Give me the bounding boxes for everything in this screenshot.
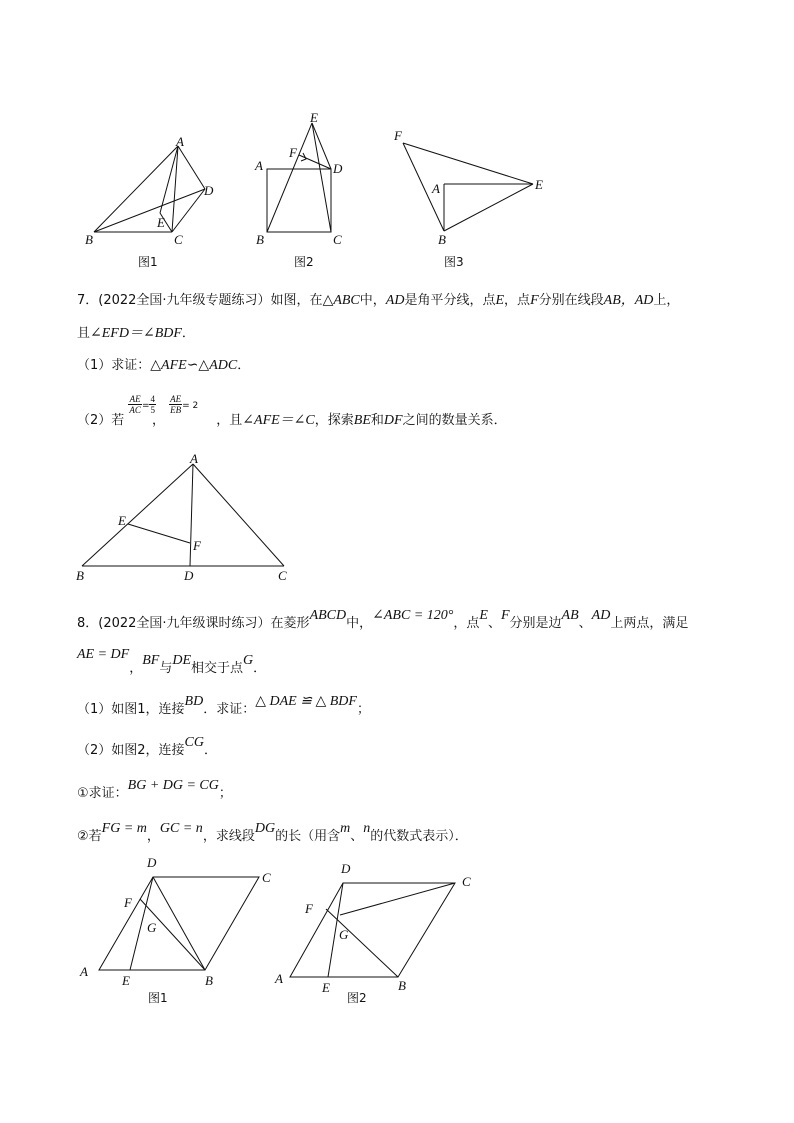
- q8-part1: （1）如图1，连接BD．求证：△ DAE ≌ △ BDF；: [77, 694, 370, 717]
- q7-fig-label-a: A: [190, 451, 198, 466]
- q8-fig2-label-g: G: [339, 927, 349, 942]
- fig2-label-a: A: [255, 158, 263, 173]
- q7-fig-label-b: B: [76, 568, 84, 583]
- fig3-caption: 图3: [444, 255, 464, 269]
- q7-fig-label-f: F: [193, 538, 201, 553]
- q8-fig2-label-b: B: [398, 978, 406, 993]
- q8-sub1: ①求证：BG + DG = CG；: [77, 778, 232, 801]
- fig3-label-b: B: [438, 232, 446, 247]
- q8-fig2-label-d: D: [341, 861, 351, 876]
- q7-part2: （2）若 $\frac{AE}{AC}$ = $\frac{4}{5}$ ， $\frac{AE}{EB}$ = 2，且∠AFE＝∠C，探索BE和DF之间的数量关系．: [77, 394, 507, 428]
- fig1-label-e: E: [157, 215, 165, 230]
- fig1-label-d: D: [204, 183, 214, 198]
- q8-fig2-label-c: C: [462, 874, 471, 889]
- fig2-caption: 图2: [294, 255, 314, 269]
- q8-fig1-label-f: F: [124, 895, 132, 910]
- q8-fig1-label-b: B: [205, 973, 213, 988]
- q7-part1: （1）求证：△AFE∽△ADC．: [77, 358, 251, 373]
- q7-frac-ae-eb: $\frac{AE}{EB}$: [170, 394, 182, 415]
- q8-line1: 8．(2022全国·九年级课时练习）在菱形ABCD中，∠ABC = 120°，点E、F分别是边AB、AD上两点，满足: [77, 608, 689, 631]
- fig3-label-f: F: [394, 128, 402, 143]
- fig1-label-b: B: [85, 232, 93, 247]
- q8-fig1-label-d: D: [147, 855, 157, 870]
- fig2-label-e: E: [310, 110, 318, 125]
- fig2-label-d: D: [333, 161, 343, 176]
- fig1-caption: 图1: [138, 255, 158, 269]
- q8-fig1-label-g: G: [147, 920, 157, 935]
- q7-fig-label-e: E: [118, 513, 126, 528]
- fig2-label-f: F: [289, 145, 297, 160]
- q7-line1: 7．(2022全国·九年级专题练习）如图，在△ABC中，AD是角平分线，点E，点F分别在线段AB，AD上，: [77, 293, 680, 308]
- q8-line2: AE = DF，BF与DE相交于点G．: [77, 647, 267, 676]
- q8-fig2-label-f: F: [305, 901, 313, 916]
- fig2-label-b: B: [256, 232, 264, 247]
- q7-line2: 且∠EFD＝∠BDF．: [77, 326, 195, 341]
- fig1-label-c: C: [174, 232, 183, 247]
- fig1-label-a: A: [176, 134, 184, 149]
- fig3-label-a: A: [432, 181, 440, 196]
- q8-fig2-label-e: E: [322, 980, 330, 995]
- q8-fig1-label-e: E: [122, 973, 130, 988]
- q7-fig-label-d: D: [184, 568, 194, 583]
- q8-fig1-label-c: C: [262, 870, 271, 885]
- fig3-label-e: E: [535, 177, 543, 192]
- q7-fig-label-c: C: [278, 568, 287, 583]
- q7-frac-ae-ac: $\frac{AE}{AC}$: [129, 394, 141, 415]
- q8-fig2-label-a: A: [275, 971, 283, 986]
- q8-sub2: ②若FG = m，GC = n，求线段DG的长（用含m、n的代数式表示）．: [77, 821, 468, 844]
- q8-fig1-caption: 图1: [148, 991, 168, 1005]
- q8-fig2-caption: 图2: [347, 991, 367, 1005]
- fig2-label-c: C: [333, 232, 342, 247]
- q8-part2: （2）如图2，连接CG．: [77, 735, 218, 758]
- q8-fig1-label-a: A: [80, 964, 88, 979]
